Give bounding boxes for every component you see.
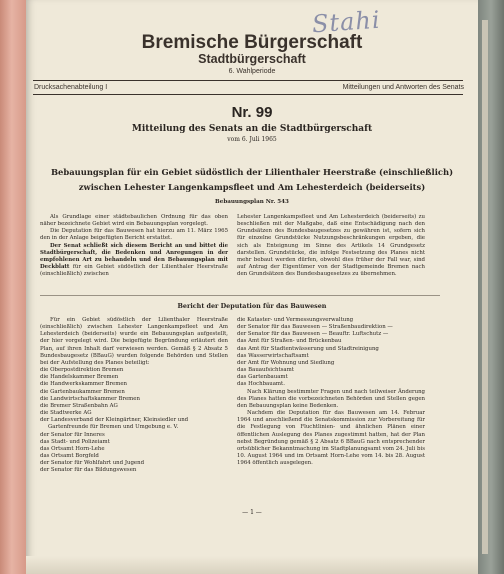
list-item: der Senator für das Bildungswesen [40, 467, 137, 474]
list-item: das Gartenbauamt [237, 374, 288, 381]
list-item: das Wasserwirtschaftsamt [237, 352, 309, 359]
list-item: die Handwerkskammer Bremen [40, 381, 128, 388]
report-heading: Bericht der Deputation für das Bauwesen [177, 302, 327, 310]
intro-bold-text: Der Senat schließt sich diesem Bericht an und bittet die Stadtbürgerschaft, die Bedenken und Anregungen in der empfohlenen Art zu behandeln und den Bebauungsplan mit Deckblatt [40, 242, 228, 271]
list-item: der Amt für Wohnung und Siedlung [237, 359, 335, 366]
document-page [26, 0, 478, 574]
list-item: Gartenfreunde für Bremen und Umgebung e. V. [48, 424, 179, 431]
authority-list-left [40, 367, 228, 474]
masthead-period: 6. Wahlperiode [228, 68, 276, 75]
header-rule [33, 94, 463, 95]
report-intro-paragraph: Für ein Gebiet südöstlich der Lilienthaler Heerstraße (einschließlich) zwischen Lehester Langenkampsfleet und Am Lehesterdeich (beiderseits) wurde ein Bebauungsplan aufgestellt, der hier vorgelegt wird. Die beigefügte Begründung erläutert den Plan, auf ihren Inhalt darf verwiesen werden. Gemäß § 2 Absatz 5 Bundesbaugesetz (BBauG) wurden folgende Behörden und Stellen bei der Aufstellung des Planes beteiligt: [40, 317, 228, 366]
binder-left-edge [0, 0, 26, 574]
list-item: der Senator für Wohlfahrt und Jugend [40, 460, 145, 467]
report-right-column [237, 317, 425, 467]
list-item: der Senator für das Bauwesen — Beauftr. Luftschutz — [237, 331, 389, 338]
report-paragraph-3: Nachdem die Deputation für das Bauwesen am 14. Februar 1964 und anschließend die Senatskommission zur Vorbereitung für die Festlegung von Fluchtlinien- und ähnlichen Plänen einer öffentlichen Auslegung des Planes zugestimmt hatten, hat der Plan nebst Begründung gemäß § 2 Absatz 6 BBauG nach entsprechender ortsüblicher Bekanntmachung im Stadtplanungsamt vom 24. Juli bis 10. August 1964 und im Ortsamt Horn-Lehe vom 14. bis 28. August 1964 öffentlich ausgelegen. [237, 410, 425, 467]
intro-right-column [237, 214, 425, 278]
plan-title-line-2: zwischen Lehester Langenkampsfleet und Am Lehesterdeich (beiderseits) [78, 182, 426, 192]
list-item: die Landwirtschaftskammer Bremen [40, 395, 140, 402]
handwritten-note: Stahi [311, 5, 382, 39]
plan-number: Bebauungsplan Nr. 543 [215, 199, 289, 205]
intro-rest-text: für ein Gebiet südöstlich der Lilienthaler Heerstraße (einschließlich) zwischen [40, 264, 228, 278]
list-item: das Hochbauamt. [237, 381, 285, 388]
list-item: das Ortsamt Horn-Lehe [40, 445, 105, 452]
list-item: das Bauaufsichtsamt [237, 367, 294, 374]
masthead-subtitle: Stadtbürgerschaft [198, 52, 306, 66]
list-item: der Senator für Inneres [40, 431, 105, 438]
intro-left-column [40, 214, 228, 278]
top-rule [33, 80, 463, 81]
page-number: — 1 — [242, 509, 262, 516]
mitteilung-title: Mitteilung des Senats an die Stadtbürgerschaft [131, 124, 373, 134]
list-item: die Kataster- und Vermessungsverwaltung [237, 317, 354, 323]
list-item: die Handelskammer Bremen [40, 374, 119, 381]
binder-right-edge [478, 0, 504, 574]
list-item: das Ortsamt Borgfeld [40, 452, 99, 459]
list-item: die Stadtwerke AG [40, 410, 92, 417]
report-paragraph-2: Nach Klärung bestimmter Fragen und nach teilweiser Änderung des Planes hatten die vorbezeichneten Behörden und Stellen gegen den Bebauungsplan keine Bedenken. [237, 388, 425, 409]
intro-right-paragraph: Lehester Langenkampsfleet und Am Lehesterdeich (beiderseits) zu beschließen mit der Maßgabe, daß eine Entschädigung nach den Grundsätzen des Bundesbaugesetzes zu gewähren ist, sofern sich für einzelne Grundstücke Nutzungsbeschränkungen ergeben, die sich als Enteignung im Sinne des Artikels 14 Grundgesetz darstellen. Grundstücke, die infolge Festsetzung des Planes nicht mehr bebaut werden dürfen, obwohl dies früher der Fall war, sind auf Antrag der Eigentümer von der Stadtgemeinde Bremen nach den Grundsätzen des Bundesbaugesetzes zu übernehmen. [237, 214, 425, 278]
masthead-title: Bremische Bürgerschaft [141, 32, 363, 53]
list-item: die Gartenbaukammer Bremen [40, 388, 125, 395]
list-item: das Amt für Stadtentwässerung und Stadtreinigung [237, 345, 379, 352]
document-date: vom 6. Juli 1965 [227, 136, 277, 143]
plan-title-line-1: Bebauungsplan für ein Gebiet südöstlich der Lilienthaler Heerstraße (einschließlich) [50, 167, 454, 177]
list-item: die Oberpostdirektion Bremen [40, 367, 124, 374]
list-item: der Landesverband der Kleingärtner, Kleinsiedler und [40, 417, 189, 424]
binder-page-edge [482, 20, 488, 554]
intro-paragraph-1: Als Grundlage einer städtebaulichen Ordnung für das oben näher bezeichnete Gebiet wird ein Bebauungsplan vorgelegt. [40, 214, 228, 228]
list-item: der Senator für das Bauwesen — Straßenbaudirektion — [237, 324, 393, 331]
list-item: die Bremer Straßenbahn AG [40, 402, 118, 409]
document-number: Nr. 99 [231, 104, 273, 121]
header-left: Drucksachenabteilung I [34, 84, 108, 91]
list-item: das Amt für Straßen- und Brückenbau [237, 338, 342, 345]
intro-paragraph-3 [40, 243, 228, 279]
authority-list-right [237, 317, 425, 389]
page-bottom-shade [26, 556, 478, 574]
header-right: Mitteilungen und Antworten des Senats [342, 84, 464, 91]
intro-paragraph-2: Die Deputation für das Bauwesen hat hierzu am 11. März 1965 den in der Anlage beigefügten Bericht erstattet. [40, 228, 228, 242]
report-left-column [40, 317, 228, 474]
list-item: das Stadt- und Polizeiamt [40, 438, 110, 445]
section-divider [40, 295, 440, 296]
